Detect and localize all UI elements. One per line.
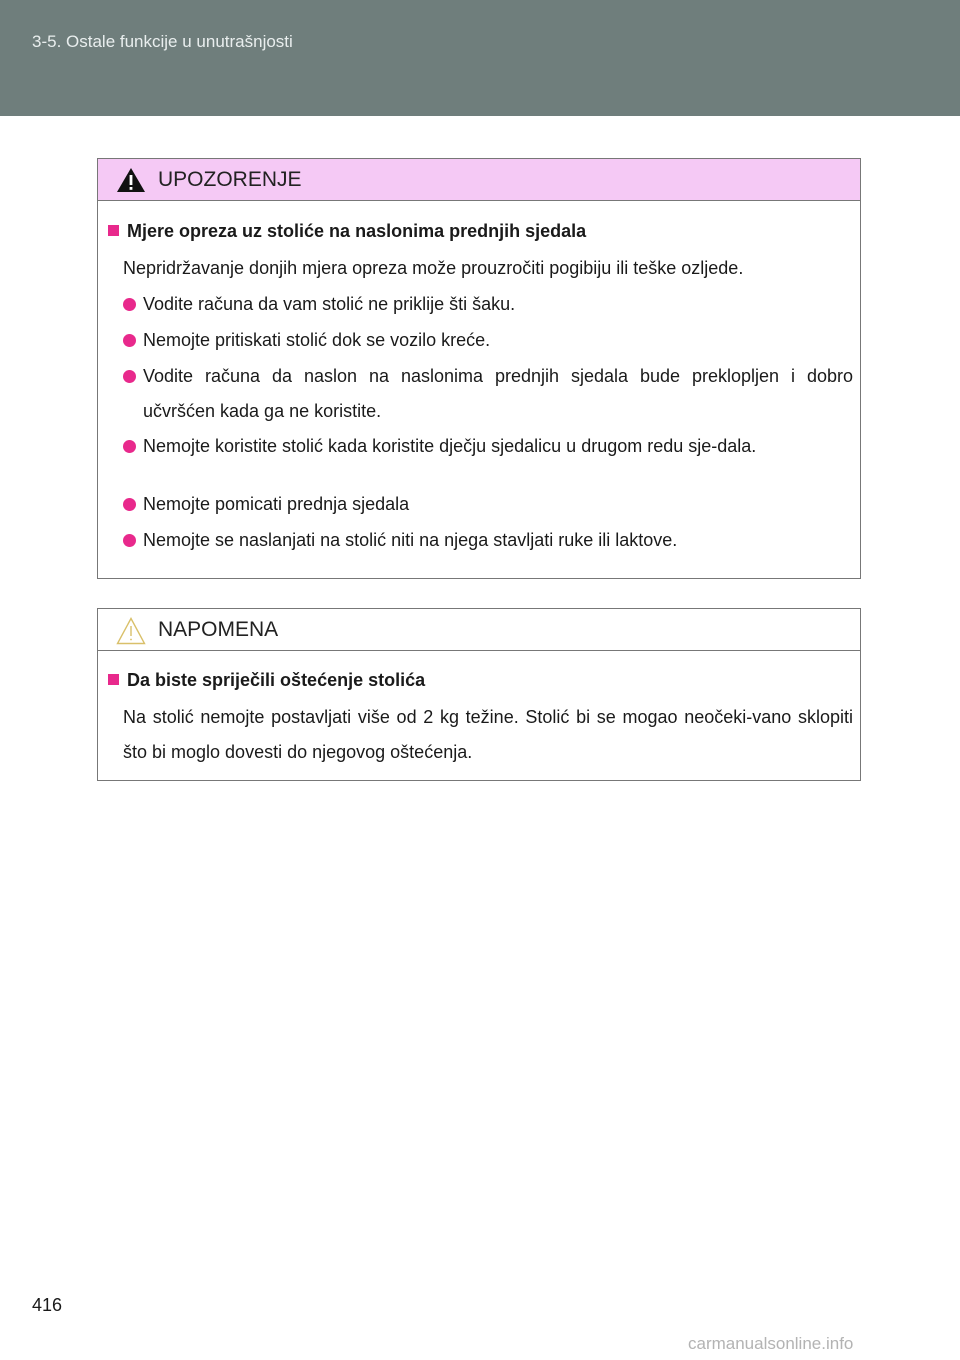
- list-item: Vodite računa da naslon na naslonima prednjih sjedala bude preklopljen i dobro učvršćen kada ga ne koristite.: [123, 359, 853, 429]
- notice-title: NAPOMENA: [158, 618, 279, 641]
- section-square-icon: [108, 225, 119, 236]
- bullet-icon: [123, 334, 136, 347]
- warning-intro: Nepridržavanje donjih mjera opreza može prouzročiti pogibiju ili teške ozljede.: [123, 258, 744, 278]
- bullet-icon: [123, 370, 136, 383]
- section-square-icon: [108, 674, 119, 685]
- notice-section-title: Da biste spriječili oštećenje stolića: [108, 670, 425, 691]
- bullet-icon: [123, 440, 136, 453]
- list-item: Vodite računa da vam stolić ne priklije šti šaku.: [123, 287, 853, 322]
- bullet-icon: [123, 534, 136, 547]
- notice-text: Na stolić nemojte postavljati više od 2 kg težine. Stolić bi se mogao neočeki-vano sklopiti što bi moglo dovesti do njegovog oštećenja.: [123, 707, 853, 762]
- notice-header: [98, 609, 860, 651]
- list-item: Nemojte pomicati prednja sjedala: [123, 487, 853, 522]
- warning-icon: [116, 167, 146, 193]
- bullet-icon: [123, 298, 136, 311]
- page-header: [0, 0, 960, 116]
- bullet-icon: [123, 498, 136, 511]
- notice-box: [97, 608, 861, 781]
- list-item: Nemojte pritiskati stolić dok se vozilo kreće.: [123, 323, 853, 358]
- warning-header: [98, 159, 860, 201]
- chapter-title: 3-5. Ostale funkcije u unutrašnjosti: [32, 32, 293, 51]
- page-number: 416: [32, 1295, 63, 1315]
- warning-title: UPOZORENJE: [158, 168, 302, 191]
- list-item: Nemojte se naslanjati na stolić niti na njega stavljati ruke ili laktove.: [123, 523, 853, 558]
- caution-outline-icon: [116, 617, 146, 645]
- list-item: Nemojte koristite stolić kada koristite dječju sjedalicu u drugom redu sje-dala.: [123, 429, 853, 464]
- warning-section-title: Mjere opreza uz stoliće na naslonima prednjih sjedala: [108, 221, 586, 242]
- warning-box: [97, 158, 861, 579]
- watermark: carmanualsonline.info: [688, 1334, 854, 1353]
